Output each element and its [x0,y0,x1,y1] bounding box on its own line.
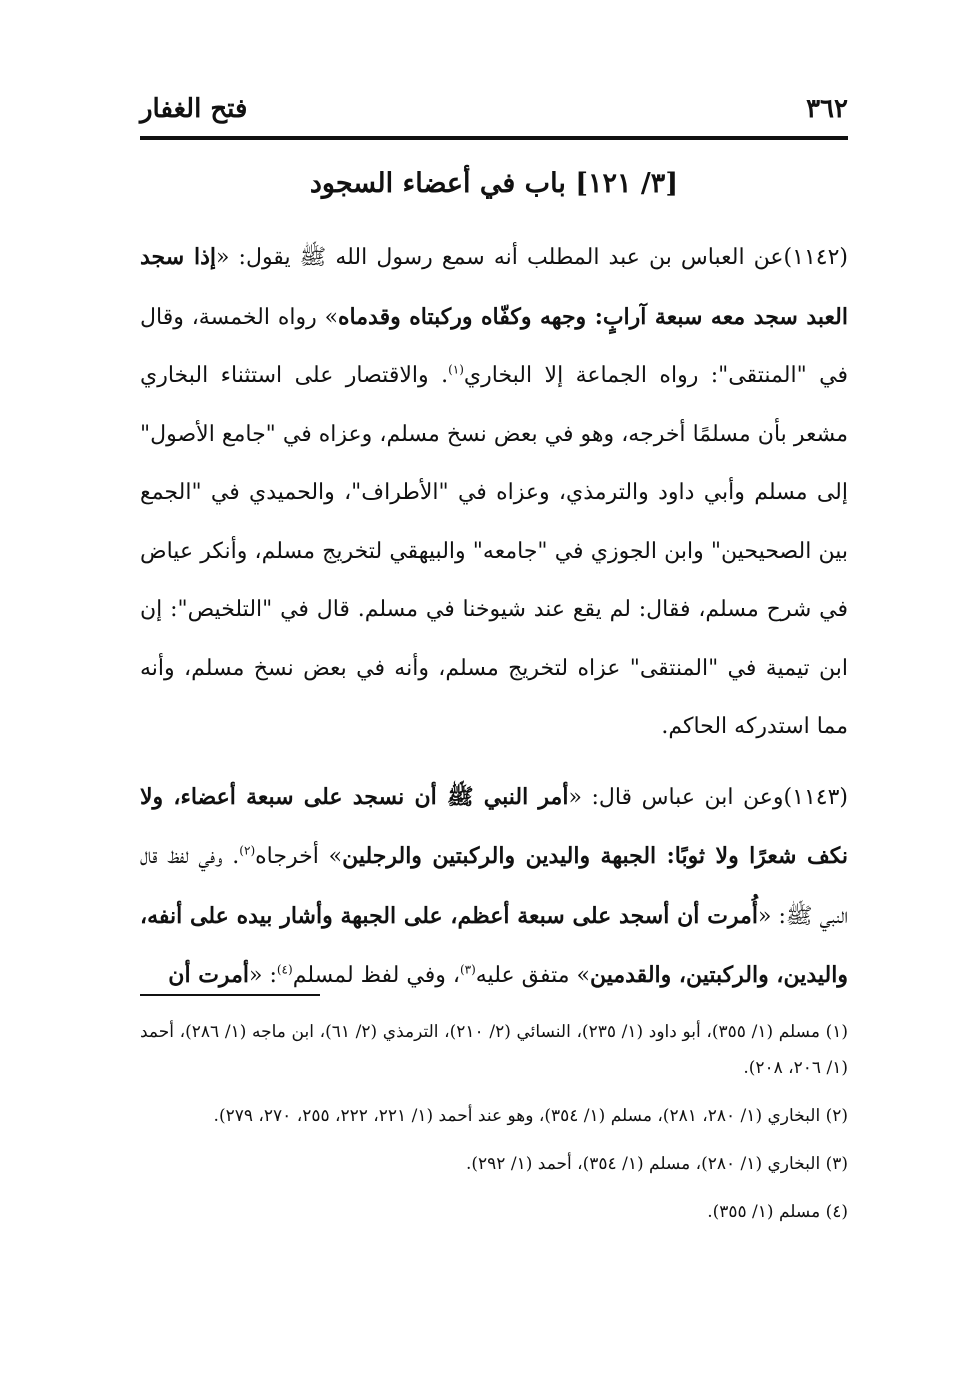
running-header [140,86,848,132]
footnote-ref[interactable]: (٢) [239,843,256,858]
hadith-quote: أمرت أن [168,962,249,988]
text-run: : « [248,963,277,988]
hadith-quote: أُمرت أن أسجد على سبعة أعظم، على الجبهة وأشار بيده على أنفه، واليدين، والركبتين، والقدمين [140,902,848,988]
book-page [140,0,848,1389]
text-run: ، وفي لفظ لمسلم [292,963,460,988]
text-run: عن العباس بن عبد المطلب أنه سمع رسول الله ﷺ يقول: « [215,245,784,270]
text-run: . وفي لفظ قال النبي ﷺ: « [140,844,848,929]
footnote-ref[interactable]: (٤) [276,962,293,977]
hadith-quote: إذا سجد العبد سجد معه سبعة آرابٍ: وجهه وكفّاه وركبتاه وقدماه [140,244,848,330]
book-title: فتح الغفار [140,94,248,124]
footnote-separator [140,994,320,996]
hadith-number: (١١٤٣) [783,784,848,810]
footnote: (٣) البخاري (١/ ٢٨٠)، مسلم (١/ ٣٥٤)، أحمد (١/ ٢٩٢). [466,1154,848,1174]
hadith-paragraph [140,228,848,757]
hadith-quote: أمر النبي ﷺ أن نسجد على سبعة أعضاء، ولا نكف شعرًا ولا ثوبًا: الجبهة واليدين والركبتين والرجلين [140,783,848,869]
footnote-ref[interactable]: (١) [448,362,464,377]
text-run: » متفق عليه [475,963,590,988]
footnote: (٤) مسلم (١/ ٣٥٥). [707,1202,848,1222]
footnotes [140,1014,848,1242]
footnote: (١) مسلم (١/ ٣٥٥)، أبو داود (١/ ٢٣٥)، النسائي (٢/ ٢١٠)، الترمذي (٢/ ٦١)، ابن ماجه (١/ ٢٨٦)، أحمد (١/ ٢٠٦، ٢٠٨). [140,1022,849,1078]
page-number: ٣٦٢ [806,94,848,124]
footnote-ref[interactable]: (٣) [459,962,476,977]
header-rule [140,136,848,140]
main-text [140,228,848,1017]
section-title: [٣/ ١٢١] باب في أعضاء السجود [309,168,679,199]
text-run: » أخرجاه [255,844,343,869]
footnote: (٢) البخاري (١/ ٢٨٠، ٢٨١)، مسلم (١/ ٣٥٤)، وهو عند أحمد (١/ ٢٢١، ٢٢٢، ٢٥٥، ٢٧٠، ٢٧٩). [213,1106,848,1126]
hadith-paragraph [140,768,848,1006]
text-run: وعن ابن عباس قال: « [568,784,784,810]
text-run: » رواه الخمسة، وقال في "المنتقى": رواه الجماعة إلا البخاري [140,304,848,388]
hadith-number: (١١٤٢) [783,245,848,270]
text-run: . والاقتصار على استثناء البخاري مشعر بأن مسلمًا أخرجه، وهو في بعض نسخ مسلم، وعزاه في "جامع الأصول" إلى مسلم وأبي داود والترمذي، وعزاه في "الأطراف"، والحميدي في "الجمع بين الصحيحين" وابن الجوزي في "جامعه" والبيهقي لتخريج مسلم، وأنكر عياض في شرح مسلم، فقال: لم يقع عند شيوخنا في مسلم. قال في "التلخيص": إن ابن تيمية في "المنتقى" عزاه لتخريج مسلم، وأنه في بعض نسخ مسلم، وأنه مما استدركه الحاكم. [140,363,848,739]
